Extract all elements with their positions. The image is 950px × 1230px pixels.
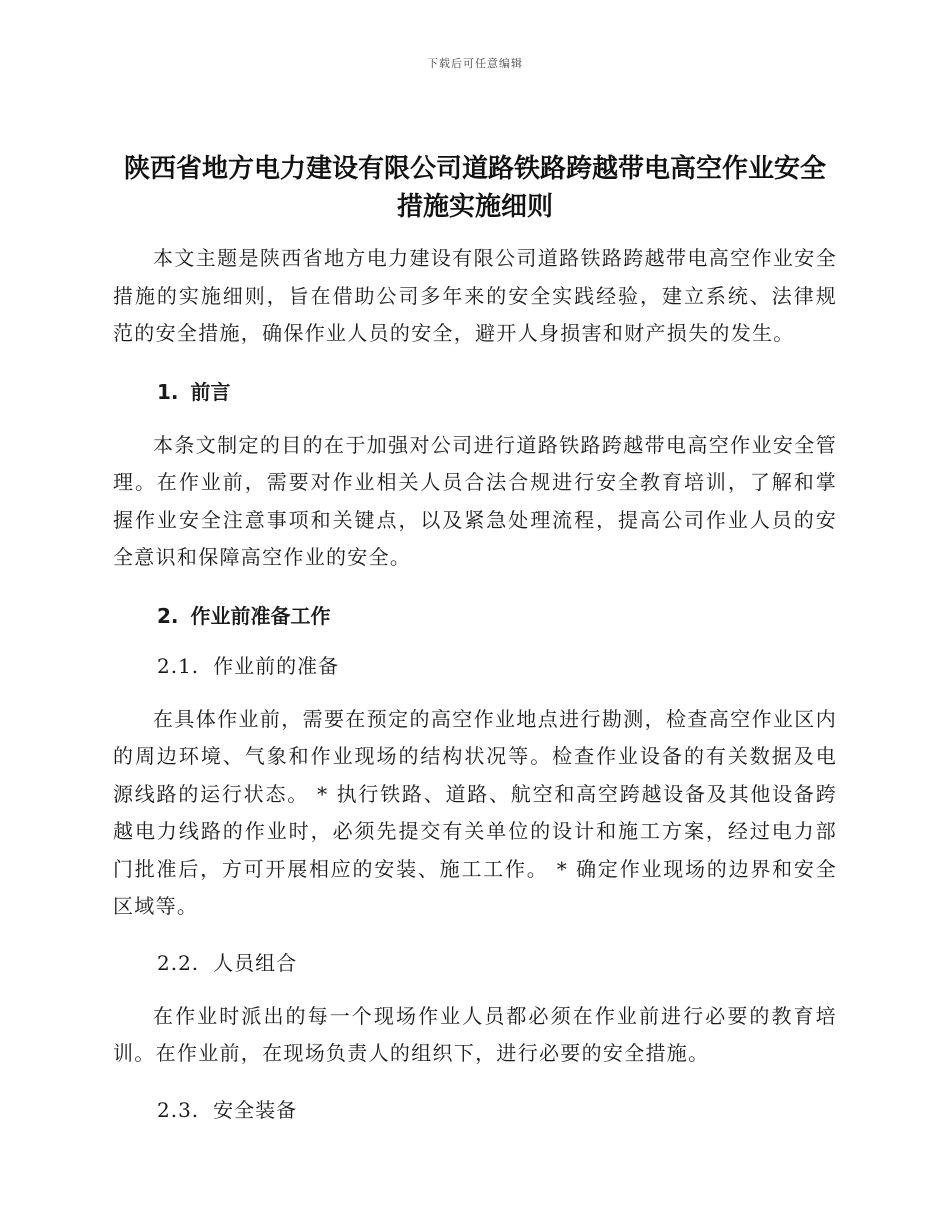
document-title: 陕西省地方电力建设有限公司道路铁路跨越带电高空作业安全措施实施细则 [123, 154, 826, 222]
intro-paragraph: 本文主题是陕西省地方电力建设有限公司道路铁路跨越带电高空作业安全措施的实施细则，旨在借助公司多年来的安全实践经验，建立系统、法律规范的安全措施，确保作业人员的安全，避开人身损害和财产损失的发生。 [113, 246, 837, 345]
section-title: 前言 [190, 379, 231, 404]
section-number: 2. [157, 603, 179, 628]
section-2-heading [157, 601, 837, 631]
subsection-2-2-heading [157, 948, 837, 978]
subsection-2-2-body: 在作业时派出的每一个现场作业人员都必须在作业前进行必要的教育培训。在作业前，在现场负责人的组织下，进行必要的安全措施。 [113, 1003, 837, 1065]
subsection-title: 作业前的准备 [213, 653, 340, 678]
subsection-number: 2.3. [157, 1097, 200, 1122]
section-1-body: 本条文制定的目的在于加强对公司进行道路铁路跨越带电高空作业安全管理。在作业前，需要对作业相关人员合法合规进行安全教育培训，了解和掌握作业安全注意事项和关键点，以及紧急处理流程，提高公司作业人员的安全意识和保障高空作业的安全。 [113, 432, 837, 569]
subsection-number: 2.2. [157, 950, 200, 975]
subsection-number: 2.1. [157, 653, 200, 678]
subsection-2-1-heading [157, 651, 837, 681]
section-number: 1. [157, 379, 179, 404]
document-body [113, 150, 837, 1145]
section-1-heading [157, 377, 837, 407]
subsection-title: 人员组合 [213, 950, 298, 975]
subsection-title: 安全装备 [213, 1097, 298, 1122]
subsection-2-1-body: 在具体作业前，需要在预定的高空作业地点进行勘测，检查高空作业区内的周边环境、气象和作业现场的结构状况等。检查作业设备的有关数据及电源线路的运行状态。 * 执行铁路、道路、航空和高空跨越设备及其他设备跨越电力线路的作业时，必须先提交有关单位的设计和施工方案，经过电力部门批准后，方可开展相应的安装、施工工作。 * 确定作业现场的边界和安全区域等。 [113, 706, 837, 918]
subsection-2-3-heading [157, 1095, 837, 1125]
header-note: 下载后可任意编辑 [427, 57, 523, 70]
section-title: 作业前准备工作 [190, 603, 331, 628]
